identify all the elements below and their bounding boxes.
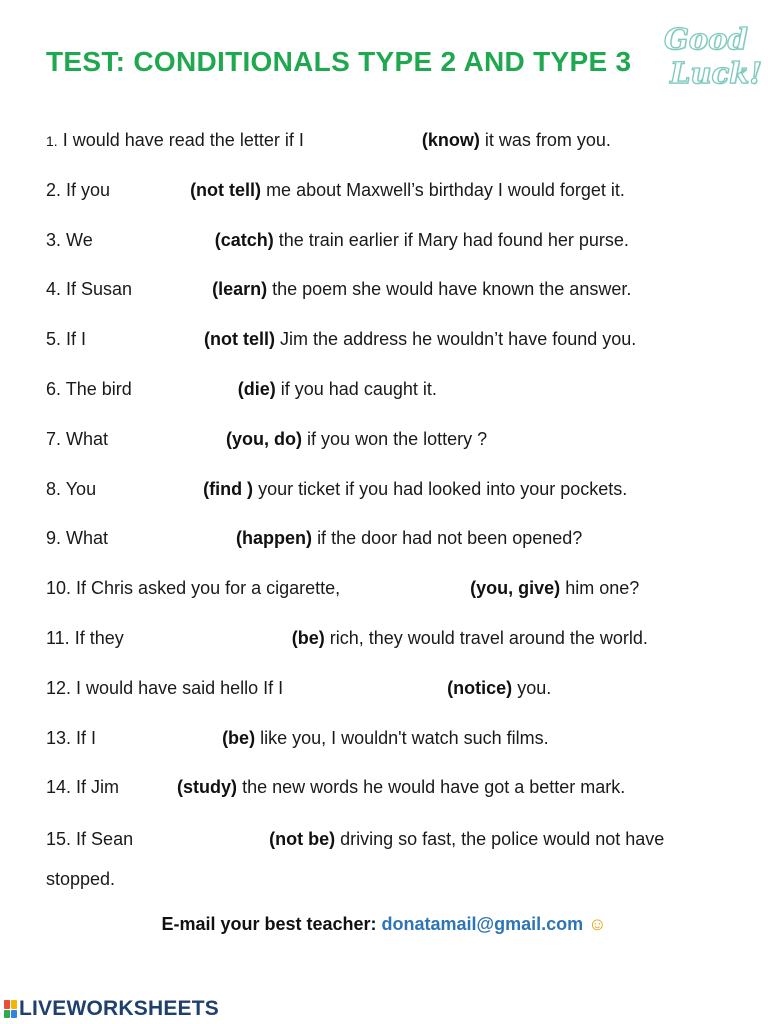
exercise-text-after: the new words he would have got a better mark. bbox=[242, 777, 626, 798]
footer-email-line bbox=[0, 914, 768, 935]
verb-prompt: (learn) bbox=[212, 279, 268, 300]
liveworksheets-wordmark: LIVEWORKSHEETS bbox=[19, 997, 219, 1020]
exercise-number: 2. bbox=[46, 179, 62, 200]
exercise-item-4 bbox=[46, 271, 736, 321]
exercise-list bbox=[46, 122, 736, 899]
exercise-item-13 bbox=[46, 720, 736, 770]
exercise-number: 7. bbox=[46, 428, 62, 449]
exercise-item-9 bbox=[46, 520, 736, 570]
exercise-text-after: if the door had not been opened? bbox=[317, 528, 583, 549]
exercise-number: 3. bbox=[46, 229, 62, 250]
verb-prompt: (not be) bbox=[269, 829, 336, 850]
exercise-text-after: the poem she would have known the answer. bbox=[272, 279, 632, 300]
exercise-item-14 bbox=[46, 769, 736, 819]
exercise-number: 10. bbox=[46, 578, 72, 599]
exercise-text-after: driving so fast, the police would not have stopped. bbox=[46, 829, 665, 890]
exercise-number: 15. bbox=[46, 829, 72, 850]
exercise-number: 12. bbox=[46, 677, 72, 698]
exercise-item-12 bbox=[46, 670, 736, 720]
verb-prompt: (be) bbox=[222, 727, 256, 748]
verb-prompt: (be) bbox=[291, 627, 325, 648]
verb-prompt: (notice) bbox=[447, 677, 513, 698]
logo-badge-square bbox=[4, 1010, 10, 1019]
exercise-text-before: The bird bbox=[65, 378, 132, 399]
exercise-text-before: If Susan bbox=[66, 279, 133, 300]
exercise-text-after: you. bbox=[517, 677, 552, 698]
exercise-number: 8. bbox=[46, 478, 62, 499]
exercise-item-5 bbox=[46, 321, 736, 371]
exercise-text-after: him one? bbox=[565, 578, 640, 599]
logo-badge-square bbox=[4, 1000, 10, 1009]
smiley-icon: ☺ bbox=[588, 914, 607, 934]
exercise-text-after: me about Maxwell’s birthday I would forget it. bbox=[266, 179, 625, 200]
exercise-number: 1. bbox=[46, 133, 58, 149]
exercise-text-after: like you, I wouldn't watch such films. bbox=[260, 727, 549, 748]
email-link[interactable]: donatamail@gmail.com bbox=[381, 914, 584, 934]
exercise-text-before: If I bbox=[66, 329, 87, 350]
exercise-number: 5. bbox=[46, 329, 62, 350]
exercise-text-before: If Jim bbox=[76, 777, 120, 798]
exercise-text-before: What bbox=[66, 528, 109, 549]
verb-prompt: (catch) bbox=[214, 229, 274, 250]
exercise-text-before: I would have read the letter if I bbox=[62, 130, 304, 150]
exercise-text-after: if you won the lottery ? bbox=[307, 428, 488, 449]
exercise-item-15 bbox=[46, 819, 718, 899]
logo-badge-square bbox=[11, 1010, 17, 1019]
exercise-item-2 bbox=[46, 172, 736, 222]
verb-prompt: (you, give) bbox=[470, 578, 561, 599]
liveworksheets-logo[interactable] bbox=[4, 996, 219, 1022]
logo-badge-square bbox=[11, 1000, 17, 1009]
exercise-number: 9. bbox=[46, 528, 62, 549]
good-luck-line1: Good bbox=[664, 22, 748, 56]
exercise-item-10 bbox=[46, 570, 736, 620]
exercise-text-before: If they bbox=[74, 627, 124, 648]
liveworksheets-logo-icon bbox=[4, 1000, 17, 1018]
exercise-text-after: Jim the address he wouldn’t have found you. bbox=[280, 329, 637, 350]
good-luck-decoration bbox=[664, 22, 762, 102]
page-title: TEST: CONDITIONALS TYPE 2 AND TYPE 3 bbox=[46, 46, 632, 77]
verb-prompt: (not tell) bbox=[190, 179, 262, 200]
exercise-text-before: We bbox=[66, 229, 93, 250]
verb-prompt: (find ) bbox=[203, 478, 254, 499]
exercise-item-3 bbox=[46, 222, 736, 272]
exercise-item-11 bbox=[46, 620, 736, 670]
exercise-text-before: If Chris asked you for a cigarette, bbox=[76, 578, 341, 599]
footer-label: E-mail your best teacher: bbox=[161, 914, 377, 934]
verb-prompt: (not tell) bbox=[204, 329, 276, 350]
exercise-item-1 bbox=[46, 122, 736, 172]
exercise-number: 14. bbox=[46, 777, 72, 798]
exercise-number: 13. bbox=[46, 727, 72, 748]
exercise-item-6 bbox=[46, 371, 736, 421]
exercise-text-before: If I bbox=[76, 727, 97, 748]
exercise-text-after: your ticket if you had looked into your pockets. bbox=[258, 478, 628, 499]
verb-prompt: (die) bbox=[237, 378, 276, 399]
verb-prompt: (know) bbox=[421, 130, 480, 150]
verb-prompt: (study) bbox=[177, 777, 238, 798]
exercise-item-8 bbox=[46, 471, 736, 521]
verb-prompt: (you, do) bbox=[226, 428, 303, 449]
exercise-number: 4. bbox=[46, 279, 62, 300]
exercise-text-before: I would have said hello If I bbox=[76, 677, 284, 698]
exercise-text-before: If you bbox=[66, 179, 111, 200]
exercise-item-7 bbox=[46, 421, 736, 471]
exercise-number: 11. bbox=[46, 627, 70, 648]
exercise-text-after: if you had caught it. bbox=[280, 378, 437, 399]
exercise-text-before: You bbox=[65, 478, 97, 499]
verb-prompt: (happen) bbox=[236, 528, 313, 549]
exercise-text-after: it was from you. bbox=[484, 130, 611, 150]
exercise-text-before: If Sean bbox=[76, 829, 134, 850]
exercise-text-after: the train earlier if Mary had found her purse. bbox=[278, 229, 629, 250]
good-luck-line2: Luck! bbox=[670, 56, 762, 90]
exercise-number: 6. bbox=[46, 378, 62, 399]
exercise-text-after: rich, they would travel around the world. bbox=[329, 627, 648, 648]
exercise-text-before: What bbox=[66, 428, 109, 449]
